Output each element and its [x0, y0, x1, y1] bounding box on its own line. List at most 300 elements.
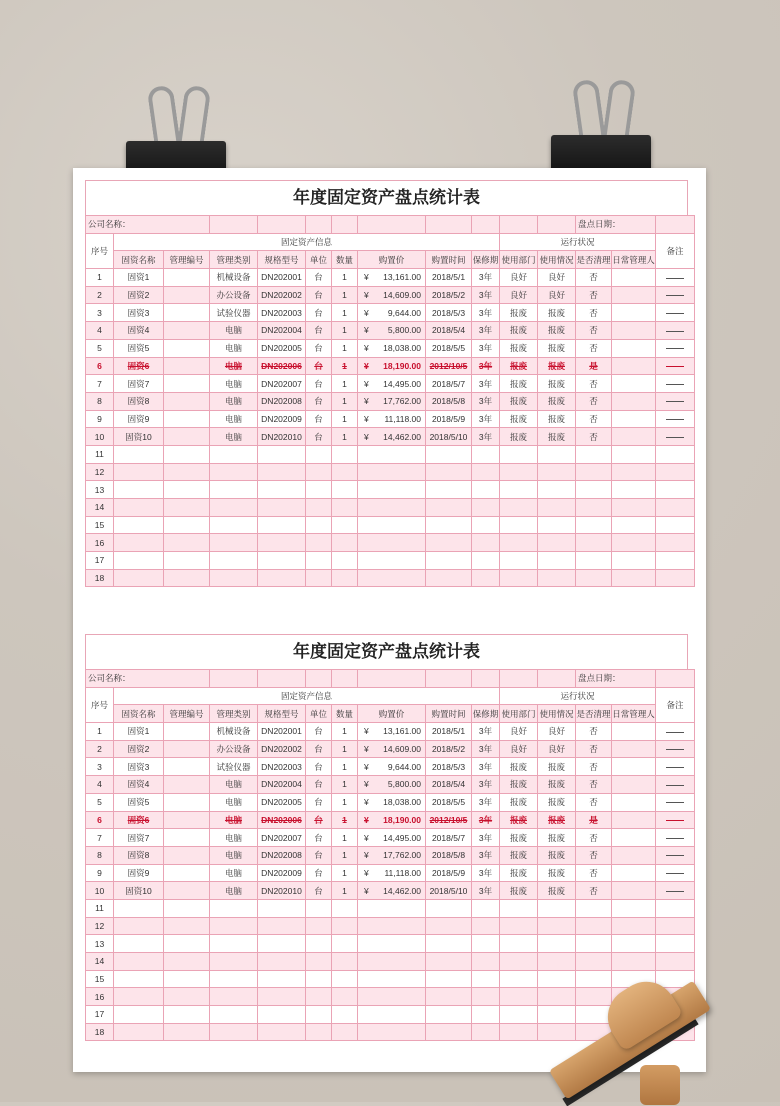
price-cell	[358, 776, 426, 794]
empty-cell	[426, 970, 472, 988]
row-number: 1	[86, 269, 114, 287]
cell-name: 固资5	[114, 793, 164, 811]
column-header: 管理类别	[210, 251, 258, 269]
empty-cell	[472, 917, 500, 935]
empty-cell	[358, 481, 426, 499]
cell-dept: 报废	[500, 864, 538, 882]
empty-cell	[164, 988, 210, 1006]
empty-cell	[164, 481, 210, 499]
empty-cell	[164, 516, 210, 534]
empty-cell	[210, 935, 258, 953]
empty-cell	[164, 445, 210, 463]
empty-cell	[332, 935, 358, 953]
empty-cell	[258, 1023, 306, 1041]
empty-cell	[114, 899, 164, 917]
empty-cell	[210, 516, 258, 534]
cell-dept: 报废	[500, 428, 538, 446]
row-number: 6	[86, 811, 114, 829]
cell-date: 2018/5/7	[426, 829, 472, 847]
cell-code	[164, 776, 210, 794]
cell-unit: 台	[306, 846, 332, 864]
empty-cell	[656, 463, 695, 481]
info-blank-cell	[332, 670, 358, 688]
empty-cell	[426, 988, 472, 1006]
cell-dept: 良好	[500, 286, 538, 304]
cell-manager	[612, 269, 656, 287]
empty-cell	[500, 463, 538, 481]
empty-cell	[538, 569, 576, 587]
empty-cell	[612, 499, 656, 517]
empty-cell	[612, 534, 656, 552]
cell-unit: 台	[306, 357, 332, 375]
cell-date: 2018/5/8	[426, 846, 472, 864]
empty-cell	[210, 463, 258, 481]
empty-cell	[114, 1006, 164, 1024]
price-value: 5,800.00	[387, 325, 421, 336]
info-blank-cell	[538, 670, 576, 688]
empty-cell	[258, 899, 306, 917]
cell-model: DN202006	[258, 357, 306, 375]
price-value: 14,609.00	[383, 290, 421, 301]
empty-cell	[426, 516, 472, 534]
price-cell	[358, 882, 426, 900]
cell-warranty: 3年	[472, 864, 500, 882]
cell-manager	[612, 304, 656, 322]
cell-unit: 台	[306, 269, 332, 287]
row-number: 16	[86, 988, 114, 1006]
column-header: 保修期	[472, 705, 500, 723]
cell-code	[164, 357, 210, 375]
cell-usage: 良好	[538, 740, 576, 758]
empty-cell	[258, 534, 306, 552]
rubber-stamp	[545, 985, 745, 1102]
empty-cell	[426, 481, 472, 499]
table-row	[86, 723, 695, 741]
empty-cell	[538, 499, 576, 517]
cell-unit: 台	[306, 864, 332, 882]
currency-symbol: ¥	[364, 272, 369, 283]
empty-cell	[538, 552, 576, 570]
table-row	[86, 758, 695, 776]
cell-model: DN202008	[258, 392, 306, 410]
cell-date: 2018/5/2	[426, 740, 472, 758]
empty-cell	[332, 970, 358, 988]
empty-cell	[472, 534, 500, 552]
cell-cleared: 否	[576, 740, 612, 758]
date-label: 盘点日期：	[576, 670, 656, 688]
price-value: 9,644.00	[387, 307, 421, 318]
column-header: 规格型号	[258, 251, 306, 269]
cell-unit: 台	[306, 392, 332, 410]
price-value: 18,190.00	[383, 360, 421, 371]
empty-cell	[258, 988, 306, 1006]
row-number: 17	[86, 552, 114, 570]
cell-category: 电脑	[210, 392, 258, 410]
column-header: 是否清理	[576, 705, 612, 723]
empty-cell	[332, 463, 358, 481]
cell-name: 固资7	[114, 375, 164, 393]
empty-cell	[426, 499, 472, 517]
empty-cell	[210, 953, 258, 971]
cell-dept: 报废	[500, 846, 538, 864]
cell-code	[164, 322, 210, 340]
column-header: 使用部门	[500, 705, 538, 723]
cell-warranty: 3年	[472, 339, 500, 357]
empty-cell	[538, 917, 576, 935]
cell-warranty: 3年	[472, 269, 500, 287]
cell-cleared: 否	[576, 864, 612, 882]
price-cell	[358, 269, 426, 287]
cell-manager	[612, 375, 656, 393]
empty-cell	[426, 534, 472, 552]
price-value: 13,161.00	[383, 272, 421, 283]
cell-manager	[612, 793, 656, 811]
empty-cell	[164, 1006, 210, 1024]
price-value: 9,644.00	[387, 761, 421, 772]
empty-cell	[472, 499, 500, 517]
column-header: 购置价	[358, 251, 426, 269]
cell-dept: 良好	[500, 723, 538, 741]
cell-dept: 报废	[500, 793, 538, 811]
cell-usage: 报废	[538, 793, 576, 811]
cell-usage: 报废	[538, 375, 576, 393]
empty-cell	[472, 988, 500, 1006]
price-value: 14,609.00	[383, 744, 421, 755]
empty-cell	[358, 970, 426, 988]
empty-cell	[576, 917, 612, 935]
price-cell	[358, 846, 426, 864]
cell-usage: 报废	[538, 357, 576, 375]
price-cell	[358, 410, 426, 428]
empty-cell	[576, 552, 612, 570]
price-cell	[358, 811, 426, 829]
cell-dept: 良好	[500, 740, 538, 758]
info-blank-cell	[306, 216, 332, 234]
empty-cell	[426, 1006, 472, 1024]
empty-cell	[306, 1023, 332, 1041]
info-blank-cell	[538, 216, 576, 234]
row-number: 7	[86, 829, 114, 847]
column-header: 使用情况	[538, 251, 576, 269]
cell-warranty: 3年	[472, 846, 500, 864]
currency-symbol: ¥	[364, 885, 369, 896]
table-row	[86, 953, 695, 971]
info-blank-cell	[332, 216, 358, 234]
empty-cell	[164, 569, 210, 587]
cell-unit: 台	[306, 286, 332, 304]
row-number: 5	[86, 339, 114, 357]
empty-cell	[612, 899, 656, 917]
cell-category: 电脑	[210, 428, 258, 446]
empty-cell	[332, 1023, 358, 1041]
row-number: 13	[86, 481, 114, 499]
cell-category: 电脑	[210, 811, 258, 829]
cell-cleared: 否	[576, 882, 612, 900]
row-number: 9	[86, 864, 114, 882]
cell-model: DN202001	[258, 723, 306, 741]
empty-cell	[164, 917, 210, 935]
empty-cell	[612, 569, 656, 587]
empty-cell	[210, 552, 258, 570]
table-row	[86, 917, 695, 935]
dash-mark	[666, 749, 684, 750]
cell-unit: 台	[306, 740, 332, 758]
cell-cleared: 否	[576, 776, 612, 794]
cell-category: 机械设备	[210, 269, 258, 287]
empty-cell	[576, 899, 612, 917]
cell-date: 2012/10/5	[426, 357, 472, 375]
empty-cell	[500, 445, 538, 463]
empty-cell	[332, 917, 358, 935]
cell-cleared: 否	[576, 758, 612, 776]
column-header: 是否清理	[576, 251, 612, 269]
empty-cell	[258, 445, 306, 463]
cell-usage: 报废	[538, 829, 576, 847]
row-number: 12	[86, 917, 114, 935]
group-status-header: 运行状况	[500, 233, 656, 251]
remark-cell	[656, 723, 695, 741]
cell-qty: 1	[332, 304, 358, 322]
dash-mark	[666, 732, 684, 733]
empty-cell	[332, 499, 358, 517]
empty-cell	[332, 516, 358, 534]
cell-usage: 报废	[538, 410, 576, 428]
cell-model: DN202005	[258, 793, 306, 811]
group-status-header: 运行状况	[500, 687, 656, 705]
cell-code	[164, 428, 210, 446]
empty-cell	[538, 516, 576, 534]
price-cell	[358, 357, 426, 375]
cell-date: 2018/5/5	[426, 339, 472, 357]
cell-cleared: 否	[576, 392, 612, 410]
empty-cell	[472, 445, 500, 463]
dash-mark	[666, 366, 684, 367]
cell-model: DN202008	[258, 846, 306, 864]
cell-usage: 良好	[538, 269, 576, 287]
empty-cell	[472, 953, 500, 971]
table-row	[86, 846, 695, 864]
header-row-columns	[86, 705, 695, 723]
empty-cell	[210, 1006, 258, 1024]
table-row	[86, 516, 695, 534]
cell-cleared: 否	[576, 269, 612, 287]
cell-date: 2018/5/1	[426, 723, 472, 741]
dash-mark	[666, 437, 684, 438]
column-header: 数量	[332, 705, 358, 723]
empty-cell	[358, 445, 426, 463]
header-row-groups	[86, 233, 695, 251]
price-cell	[358, 304, 426, 322]
sheet-title: 年度固定资产盘点统计表	[85, 634, 688, 669]
cell-category: 电脑	[210, 357, 258, 375]
cell-cleared: 否	[576, 793, 612, 811]
empty-cell	[612, 953, 656, 971]
column-header: 管理编号	[164, 705, 210, 723]
cell-usage: 良好	[538, 723, 576, 741]
empty-cell	[164, 463, 210, 481]
empty-cell	[358, 935, 426, 953]
column-header: 购置价	[358, 705, 426, 723]
empty-cell	[258, 917, 306, 935]
table-row	[86, 392, 695, 410]
cell-date: 2018/5/1	[426, 269, 472, 287]
column-header: 日常管理人	[612, 705, 656, 723]
empty-cell	[538, 935, 576, 953]
empty-cell	[114, 481, 164, 499]
empty-cell	[164, 534, 210, 552]
cell-model: DN202006	[258, 811, 306, 829]
empty-cell	[612, 463, 656, 481]
column-header: 规格型号	[258, 705, 306, 723]
cell-cleared: 是	[576, 811, 612, 829]
info-blank-cell	[500, 670, 538, 688]
empty-cell	[210, 445, 258, 463]
table-row	[86, 481, 695, 499]
cell-unit: 台	[306, 723, 332, 741]
column-header: 数量	[332, 251, 358, 269]
empty-cell	[500, 481, 538, 499]
empty-cell	[358, 463, 426, 481]
cell-category: 电脑	[210, 375, 258, 393]
empty-cell	[258, 1006, 306, 1024]
empty-cell	[164, 552, 210, 570]
cell-category: 电脑	[210, 846, 258, 864]
empty-cell	[656, 899, 695, 917]
empty-cell	[500, 970, 538, 988]
empty-cell	[656, 917, 695, 935]
empty-cell	[306, 970, 332, 988]
empty-cell	[656, 516, 695, 534]
price-value: 18,190.00	[383, 814, 421, 825]
cell-usage: 报废	[538, 776, 576, 794]
cell-manager	[612, 428, 656, 446]
cell-dept: 报废	[500, 392, 538, 410]
cell-qty: 1	[332, 410, 358, 428]
dash-mark	[666, 820, 684, 821]
empty-cell	[612, 481, 656, 499]
cell-name: 固资6	[114, 811, 164, 829]
table-row	[86, 322, 695, 340]
cell-unit: 台	[306, 304, 332, 322]
empty-cell	[472, 481, 500, 499]
empty-cell	[538, 445, 576, 463]
cell-dept: 报废	[500, 357, 538, 375]
column-header: 购置时间	[426, 251, 472, 269]
cell-name: 固资3	[114, 758, 164, 776]
empty-cell	[500, 917, 538, 935]
empty-cell	[306, 516, 332, 534]
cell-warranty: 3年	[472, 740, 500, 758]
cell-name: 固资6	[114, 357, 164, 375]
remark-cell	[656, 322, 695, 340]
cell-usage: 报废	[538, 882, 576, 900]
cell-category: 电脑	[210, 776, 258, 794]
cell-name: 固资1	[114, 723, 164, 741]
price-cell	[358, 322, 426, 340]
cell-warranty: 3年	[472, 793, 500, 811]
empty-cell	[258, 953, 306, 971]
cell-unit: 台	[306, 410, 332, 428]
empty-cell	[114, 463, 164, 481]
info-blank-cell	[472, 216, 500, 234]
empty-cell	[306, 552, 332, 570]
info-blank-cell	[472, 670, 500, 688]
cell-manager	[612, 829, 656, 847]
cell-code	[164, 304, 210, 322]
cell-category: 电脑	[210, 793, 258, 811]
info-blank-cell	[426, 216, 472, 234]
price-value: 17,762.00	[383, 396, 421, 407]
cell-qty: 1	[332, 776, 358, 794]
table-row	[86, 793, 695, 811]
column-header: 管理类别	[210, 705, 258, 723]
empty-cell	[656, 953, 695, 971]
empty-cell	[332, 481, 358, 499]
info-blank-cell	[306, 670, 332, 688]
row-number: 7	[86, 375, 114, 393]
table-row	[86, 463, 695, 481]
empty-cell	[332, 534, 358, 552]
cell-warranty: 3年	[472, 286, 500, 304]
column-header: 购置时间	[426, 705, 472, 723]
column-header: 固资名称	[114, 705, 164, 723]
remark-cell	[656, 740, 695, 758]
info-blank-cell	[258, 670, 306, 688]
dash-mark	[666, 295, 684, 296]
empty-cell	[114, 552, 164, 570]
empty-cell	[472, 899, 500, 917]
cell-date: 2018/5/4	[426, 322, 472, 340]
currency-symbol: ¥	[364, 431, 369, 442]
empty-cell	[500, 534, 538, 552]
empty-cell	[306, 463, 332, 481]
row-number: 4	[86, 322, 114, 340]
seq-header: 序号	[86, 233, 114, 268]
empty-cell	[114, 516, 164, 534]
column-header: 管理编号	[164, 251, 210, 269]
empty-cell	[426, 1023, 472, 1041]
sheet-title: 年度固定资产盘点统计表	[85, 180, 688, 215]
cell-dept: 报废	[500, 339, 538, 357]
empty-cell	[114, 569, 164, 587]
empty-cell	[114, 935, 164, 953]
row-number: 16	[86, 534, 114, 552]
empty-cell	[500, 899, 538, 917]
cell-name: 固资5	[114, 339, 164, 357]
cell-qty: 1	[332, 758, 358, 776]
cell-cleared: 否	[576, 428, 612, 446]
cell-warranty: 3年	[472, 304, 500, 322]
empty-cell	[472, 569, 500, 587]
info-blank-cell	[358, 216, 426, 234]
price-value: 18,038.00	[383, 797, 421, 808]
dash-mark	[666, 278, 684, 279]
cell-name: 固资2	[114, 740, 164, 758]
cell-warranty: 3年	[472, 829, 500, 847]
cell-model: DN202010	[258, 882, 306, 900]
cell-unit: 台	[306, 793, 332, 811]
cell-cleared: 否	[576, 304, 612, 322]
empty-cell	[358, 516, 426, 534]
company-label: 公司名称：	[86, 670, 210, 688]
cell-usage: 良好	[538, 286, 576, 304]
cell-date: 2018/5/10	[426, 882, 472, 900]
cell-unit: 台	[306, 375, 332, 393]
cell-date: 2018/5/2	[426, 286, 472, 304]
cell-name: 固资3	[114, 304, 164, 322]
cell-unit: 台	[306, 428, 332, 446]
row-number: 13	[86, 935, 114, 953]
